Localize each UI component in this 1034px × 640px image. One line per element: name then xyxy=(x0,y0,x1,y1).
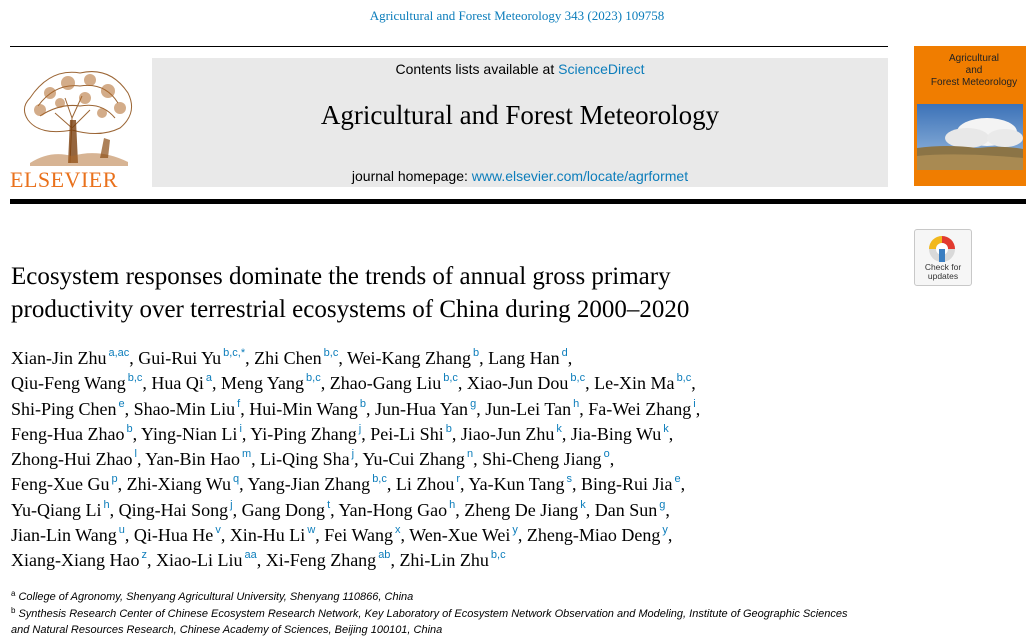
article-title-line: productivity over terrestrial ecosystems of China during 2000–2020 xyxy=(11,296,690,323)
article-title-line: Ecosystem responses dominate the trends of annual gross primary xyxy=(11,263,671,290)
author-affiliation-marker[interactable]: h xyxy=(573,397,580,410)
author-name[interactable]: Pei-Li Shi xyxy=(370,423,444,444)
affiliation-row xyxy=(11,606,1021,623)
author-name[interactable]: Gui-Rui Yu xyxy=(138,348,222,368)
author-entry xyxy=(119,500,233,520)
author-name[interactable]: Li Zhou xyxy=(395,474,455,495)
author-affiliation-marker[interactable]: g xyxy=(470,397,477,410)
affiliation-text: College of Agronomy, Shenyang Agricultural University, Shenyang 110866, China xyxy=(18,591,414,603)
contents-prefix: Contents lists available at xyxy=(395,61,559,77)
author-entry xyxy=(230,525,315,545)
affiliation-text: Synthesis Research Center of Chinese Ecosystem Research Network, Key Laboratory of Ecosystem Network Observation and Modeling, Institute of Geographic Sciences xyxy=(18,607,848,620)
author-affiliation-marker[interactable]: a xyxy=(205,372,213,385)
author-name[interactable]: Shao-Min Liu xyxy=(133,398,236,419)
author-entry xyxy=(11,348,129,368)
article-title xyxy=(11,260,891,326)
author-entry xyxy=(138,348,245,368)
author-affiliation-marker[interactable]: b xyxy=(359,397,367,410)
author-name[interactable]: Ya-Kun Tang xyxy=(468,474,565,495)
author-name[interactable]: Shi-Ping Chen xyxy=(11,398,117,419)
author-entry xyxy=(375,399,476,419)
affiliation-row xyxy=(11,589,1021,606)
journal-cover[interactable] xyxy=(914,46,1026,186)
author-name[interactable]: Jian-Lin Wang xyxy=(11,525,117,546)
author-name[interactable]: Zhi-Lin Zhu xyxy=(399,550,489,571)
author-name[interactable]: Zheng De Jiang xyxy=(464,499,579,520)
author-affiliation-marker[interactable]: h xyxy=(103,498,110,511)
author-entry xyxy=(588,399,695,419)
author-entry xyxy=(134,399,241,419)
author-affiliation-marker[interactable]: u xyxy=(118,524,125,537)
author-name[interactable]: Wen-Xue Wei xyxy=(409,525,511,546)
author-affiliation-marker[interactable]: f xyxy=(237,397,241,410)
author-entry xyxy=(242,500,331,520)
author-name[interactable]: Yan-Hong Gao xyxy=(338,499,448,520)
author-entry xyxy=(338,500,455,520)
author-entry xyxy=(248,474,387,494)
author-name[interactable]: Wei-Kang Zhang xyxy=(347,348,472,368)
author-entry xyxy=(221,373,321,393)
author-affiliation-marker[interactable]: m xyxy=(241,448,252,461)
author-name[interactable]: Meng Yang xyxy=(221,373,305,394)
author-entry xyxy=(595,500,666,520)
author-entry xyxy=(11,525,125,545)
author-entry xyxy=(249,399,366,419)
author-affiliation-marker[interactable]: h xyxy=(449,498,456,511)
author-affiliation-marker[interactable]: o xyxy=(603,448,610,461)
author-entry xyxy=(581,474,681,494)
journal-citation[interactable]: Agricultural and Forest Meteorology 343 (2023) 109758 xyxy=(369,8,665,23)
cover-photo xyxy=(917,104,1023,170)
author-affiliation-marker[interactable]: y xyxy=(512,524,518,537)
masthead-divider xyxy=(10,199,1026,204)
author-affiliation-marker[interactable]: l xyxy=(134,448,137,461)
author-affiliation-marker[interactable]: e xyxy=(118,397,125,410)
author-affiliation-marker[interactable]: d xyxy=(561,347,568,359)
affiliation-text: and Natural Resources Research, Chinese Academy of Sciences, Beijing 100101, China xyxy=(11,624,443,636)
journal-title[interactable]: Agricultural and Forest Meteorology xyxy=(320,100,720,130)
author-entry xyxy=(266,550,391,570)
author-name[interactable]: Fei Wang xyxy=(324,525,393,546)
author-name[interactable]: Qiu-Feng Wang xyxy=(11,373,126,394)
author-affiliation-marker[interactable]: b,c,* xyxy=(223,347,246,359)
author-name[interactable]: Xiao-Jun Dou xyxy=(466,373,569,394)
author-affiliation-marker[interactable]: t xyxy=(327,498,331,511)
author-affiliation-marker[interactable]: p xyxy=(111,473,118,486)
author-entry xyxy=(127,474,240,494)
homepage-prefix: journal homepage: xyxy=(351,168,472,184)
author-name[interactable]: Feng-Xue Gu xyxy=(11,474,110,495)
author-name[interactable]: Yi-Ping Zhang xyxy=(250,423,357,444)
author-affiliation-marker[interactable]: e xyxy=(674,473,681,486)
author-entry xyxy=(11,550,147,570)
author-name[interactable]: Gang Dong xyxy=(241,499,326,520)
author-affiliation-marker[interactable]: b,c xyxy=(306,372,321,385)
author-affiliation-marker[interactable]: s xyxy=(566,473,572,486)
author-name[interactable]: Jun-Lei Tan xyxy=(485,398,572,419)
affiliation-list xyxy=(11,589,1021,639)
author-name[interactable]: Lang Han xyxy=(488,348,560,368)
author-affiliation-marker[interactable]: b,c xyxy=(443,372,458,385)
author-entry xyxy=(324,525,400,545)
sciencedirect-link[interactable]: ScienceDirect xyxy=(558,61,645,77)
author-name[interactable]: Xiang-Xiang Hao xyxy=(11,550,140,571)
author-entry xyxy=(11,399,125,419)
author-affiliation-marker[interactable]: j xyxy=(358,422,362,435)
author-name[interactable]: Xin-Hu Li xyxy=(229,525,306,546)
author-affiliation-marker[interactable]: b,c xyxy=(127,372,143,385)
author-affiliation-marker[interactable]: b,c xyxy=(490,549,506,562)
author-affiliation-marker[interactable]: v xyxy=(215,524,221,537)
author-name[interactable]: Jiao-Jun Zhu xyxy=(460,423,555,444)
author-entry xyxy=(527,525,668,545)
journal-homepage xyxy=(152,168,888,184)
author-list: Xian-Jin Zhu $^{a,ac}$, Gui-Rui Yu $^{b,c,*}$, Zhi Chen $^{b,c}$, Wei-Kang Zhang $^b$, Lang Han $^d$, Qiu-Feng Wang $^{b,c}$, Hua Qi $^a$, Meng Yang $^{b,c}$, Zhao-Gang Liu $^{b,c}$, Xiao-Jun Dou $^{b,c}$, Le-Xin Ma $^{b,c}$, Shi-Ping Chen $^e$, Shao-Min Liu $^f$, Hui-Min Wang $^b$, Jun-Hua Yan $^g$, Jun-Lei Tan $^h$, Fa-Wei Zhang $^i$, Feng-Hua Zhao $^b$, Ying-Nian Li $^i$, Yi-Ping Zhang $^j$, Pei-Li Shi $^b$, Jiao-Jun Zhu $^k$, Jia-Bing Wu $^k$, Zhong-Hui Zhao $^l$, Yan-Bin Hao $^m$, Li-Qing Sha $^j$, Yu-Cui Zhang $^n$, Shi-Cheng Jiang $^o$, Feng-Xue Gu $^p$, Zhi-Xiang Wu $^q$, Yang-Jian Zhang $^{b,c}$, Li Zhou $^r$, Ya-Kun Tang $^s$, Bing-Rui Jia $^e$, Yu-Qiang Li $^h$, Qing-Hai Song $^j$, Gang Dong $^t$, Yan-Hong Gao $^h$, Zheng De Jiang $^k$, Dan Sun $^g$, Jian-Lin Wang $^u$, Qi-Hua He $^v$, Xin-Hu Li $^w$, Fei Wang $^x$, Wen-Xue Wei $^y$, Zheng-Miao Deng $^y$, Xiang-Xiang Hao $^z$, Xiao-Li Liu $^{aa}$, Xi-Feng Zhang $^{ab}$, Zhi-Lin Zhu $^{b,c}$ xyxy=(11,347,701,571)
author-entry xyxy=(488,348,568,368)
elsevier-wordmark: ELSEVIER xyxy=(10,167,118,192)
author-name[interactable]: Yu-Qiang Li xyxy=(11,499,102,520)
author-entry xyxy=(11,449,137,469)
cover-title-line: Agricultural xyxy=(948,53,1000,64)
author-name[interactable]: Qi-Hua He xyxy=(133,525,214,546)
author-affiliation-marker[interactable]: z xyxy=(141,549,147,562)
author-name[interactable]: Li-Qing Sha xyxy=(260,449,350,470)
author-entry xyxy=(362,449,473,469)
author-entry xyxy=(141,424,242,444)
author-affiliation-marker[interactable]: b,c xyxy=(676,372,692,385)
cover-title-line: Forest Meteorology xyxy=(930,77,1018,88)
author-name[interactable]: Shi-Cheng Jiang xyxy=(482,449,602,470)
author-name[interactable]: Qing-Hai Song xyxy=(118,499,229,520)
affiliation-row xyxy=(11,622,1021,639)
author-affiliation-marker[interactable]: b xyxy=(473,347,480,359)
author-name[interactable]: Xiao-Li Liu xyxy=(155,550,243,571)
author-entry xyxy=(396,474,460,494)
author-affiliation-marker[interactable]: k xyxy=(580,498,586,511)
author-affiliation-marker[interactable]: n xyxy=(466,448,474,461)
cover-title-line: and xyxy=(965,65,983,76)
author-entry xyxy=(11,373,142,393)
author-name[interactable]: Bing-Rui Jia xyxy=(580,474,673,495)
author-entry xyxy=(11,424,133,444)
author-affiliation-marker[interactable]: b xyxy=(126,422,133,435)
author-entry xyxy=(464,500,585,520)
author-name[interactable]: Jia-Bing Wu xyxy=(570,423,662,444)
author-name[interactable]: Yu-Cui Zhang xyxy=(362,449,465,470)
author-affiliation-marker[interactable]: b,c xyxy=(372,473,387,486)
author-affiliation-marker[interactable]: x xyxy=(394,524,401,537)
author-entry xyxy=(347,348,479,368)
author-name[interactable]: Yang-Jian Zhang xyxy=(247,474,371,495)
check-for-updates-label xyxy=(915,263,971,281)
author-entry xyxy=(370,424,452,444)
author-name[interactable]: Hua Qi xyxy=(151,373,204,394)
author-entry xyxy=(11,474,118,494)
author-affiliation-marker[interactable]: k xyxy=(663,422,669,435)
crossmark-icon xyxy=(927,234,957,264)
author-name[interactable]: Zhong-Hui Zhao xyxy=(11,449,133,470)
author-name[interactable]: Xian-Jin Zhu xyxy=(11,348,107,368)
author-entry xyxy=(571,424,669,444)
author-name[interactable]: Hui-Min Wang xyxy=(249,398,358,419)
check-updates-line: Check for xyxy=(924,262,962,272)
cover-title xyxy=(922,53,1026,89)
author-name[interactable]: Dan Sun xyxy=(594,499,658,520)
author-name[interactable]: Jun-Hua Yan xyxy=(375,398,469,419)
author-entry xyxy=(260,449,354,469)
author-entry xyxy=(145,449,251,469)
author-name[interactable]: Yan-Bin Hao xyxy=(145,449,240,470)
affiliation-letter: a xyxy=(11,589,16,598)
author-affiliation-marker[interactable]: r xyxy=(456,473,461,486)
author-name[interactable]: Zheng-Miao Deng xyxy=(526,525,661,546)
author-affiliation-marker[interactable]: i xyxy=(239,422,242,435)
author-name[interactable]: Zhao-Gang Liu xyxy=(329,373,442,394)
check-updates-line: updates xyxy=(927,271,959,281)
author-entry xyxy=(11,500,110,520)
author-entry xyxy=(409,525,518,545)
author-affiliation-marker[interactable]: b,c xyxy=(323,347,339,359)
author-name[interactable]: Zhi-Xiang Wu xyxy=(126,474,232,495)
author-entry xyxy=(250,424,361,444)
author-entry xyxy=(482,449,610,469)
author-affiliation-marker[interactable]: w xyxy=(307,524,316,537)
author-affiliation-marker[interactable]: b,c xyxy=(570,372,586,385)
author-entry xyxy=(461,424,562,444)
author-name[interactable]: Feng-Hua Zhao xyxy=(11,423,125,444)
author-affiliation-marker[interactable]: j xyxy=(351,448,355,461)
homepage-link[interactable]: www.elsevier.com/locate/agrformet xyxy=(471,168,689,184)
author-affiliation-marker[interactable]: aa xyxy=(244,549,257,562)
author-affiliation-marker[interactable]: a,ac xyxy=(108,347,130,359)
author-entry xyxy=(467,373,585,393)
author-entry xyxy=(156,550,257,570)
author-entry xyxy=(468,474,572,494)
author-entry xyxy=(330,373,458,393)
author-entry xyxy=(594,373,691,393)
author-affiliation-marker[interactable]: b xyxy=(445,422,452,435)
author-entry xyxy=(151,373,212,393)
author-affiliation-marker[interactable]: ab xyxy=(378,549,391,562)
author-name[interactable]: Xi-Feng Zhang xyxy=(265,550,377,571)
author-entry xyxy=(134,525,221,545)
affiliation-letter: b xyxy=(11,605,16,615)
author-affiliation-marker[interactable]: j xyxy=(230,498,233,511)
author-entry xyxy=(254,348,338,368)
contents-availability xyxy=(152,61,888,77)
author-name[interactable]: Fa-Wei Zhang xyxy=(588,398,692,419)
author-affiliation-marker[interactable]: i xyxy=(693,397,696,410)
author-affiliation-marker[interactable]: y xyxy=(662,524,668,537)
author-affiliation-marker[interactable]: g xyxy=(659,498,666,511)
author-affiliation-marker[interactable]: k xyxy=(556,422,562,435)
author-entry xyxy=(399,550,505,570)
header-divider xyxy=(10,46,888,47)
author-affiliation-marker[interactable]: q xyxy=(233,473,240,486)
author-name[interactable]: Le-Xin Ma xyxy=(594,373,675,394)
author-name[interactable]: Ying-Nian Li xyxy=(140,423,238,444)
author-name[interactable]: Zhi Chen xyxy=(254,348,322,368)
journal-masthead xyxy=(152,58,888,187)
check-for-updates-button[interactable] xyxy=(914,229,972,286)
author-entry xyxy=(485,399,579,419)
